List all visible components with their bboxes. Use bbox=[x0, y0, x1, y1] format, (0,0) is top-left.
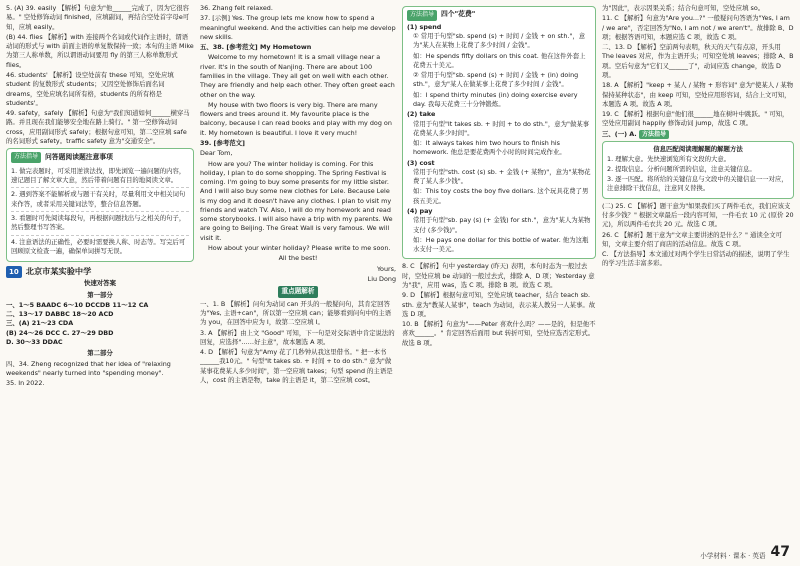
section-pay: (4) pay bbox=[407, 207, 433, 216]
section-number: 三、(一) A. bbox=[602, 129, 637, 138]
tips-box bbox=[6, 148, 194, 262]
answer-item: 46. students' 【解析】设空处前有 these 可知，空处应填 student 的复数形式 students；又因空处修饰后面名词 dreams，空处应填名词所有格，students 的所有格是 students'。 bbox=[6, 70, 174, 107]
column-3 bbox=[402, 4, 596, 562]
method-badge: 方法指导 bbox=[639, 130, 669, 139]
letter-paragraph: How about your winter holiday? Please write to me soon. bbox=[208, 244, 391, 253]
section-item: 如：He pays one dollar for this bottle of water. 他为这瓶水支付一美元。 bbox=[413, 235, 589, 254]
letter-wishes: All the best! bbox=[278, 254, 318, 263]
answer-item: 8. C 【解析】句中 yesterday (昨天) 表明，本句时态为一般过去时，空处应填 be 动词的一般过去式，排除 A、D 项；Yesterday 意为"我"，应用 was，选 C 项。排除 B 项。故选 C 项。 bbox=[402, 262, 595, 289]
method-badge: 方法指导 bbox=[11, 152, 41, 163]
method-box bbox=[602, 141, 794, 198]
answer-item: 18. A 【解析】"keep + 某人 / 某物 + 形容词" 意为"使某人 / 某物保持某种状态"，由 keep 可知，空处应用形容词，结合上文可知，本题选 A 项。故选 A 项。 bbox=[602, 81, 794, 108]
answer-item: 36. Zhang felt relaxed. bbox=[200, 4, 273, 12]
answer-line: 35. In 2022. bbox=[6, 379, 45, 388]
column-4 bbox=[602, 4, 794, 562]
box-title: 四个"花费" bbox=[441, 10, 476, 19]
page-number: 47 bbox=[770, 543, 790, 560]
part-2-heading: 第二部分 bbox=[87, 349, 113, 358]
answer-item: 为"因此"，表示因果关系；结合句意可知，空处应填 so。 bbox=[602, 4, 765, 12]
four-spend-box bbox=[402, 6, 596, 259]
essay-heading: 五、38. [参考范文] My Hometown bbox=[200, 43, 312, 52]
method-step: 3. 逐一匹配。将所给的关键信息与文段中的关键信息一一对应，注意排除干扰信息，注意同义替换。 bbox=[607, 175, 788, 193]
section-heading bbox=[602, 130, 794, 140]
answer-line: 二、13～17 DABBC 18～20 ACD bbox=[6, 310, 114, 319]
page-footer bbox=[700, 542, 790, 562]
answer-item: 二、13. D 【解析】空前两句表明，秋天的天气有点凉，开头用 The leaves 对应，作为主语开头；可知空处填 leaves；排除 A、B 项。空后句意为"它们又______了"，动词应选 change，故选 D 项。 bbox=[602, 43, 794, 79]
letter-salutation: Dear Tom, bbox=[200, 149, 233, 158]
tip-item: 1. 做完表题时，可采用逆读法找，即先浏览一遍问题的内容，速记题目了解文章大意，然后带着问题有目的地阅读文章。 bbox=[11, 165, 189, 189]
answer-line: 四、34. Zheng recognized that her idea of "relaxing weekends" nearly turned into "spending money". bbox=[6, 359, 171, 377]
school-name: 北京市某实验中学 bbox=[25, 266, 92, 277]
column-1 bbox=[6, 4, 194, 562]
essay-paragraph: Welcome to my hometown! It is a small village near a river. It's in the south of Nanjing. There are about 100 families in the village. They all get on well with each other. They are friendly and help each other. They often greet each other on the way. bbox=[200, 53, 395, 99]
answer-line: D. 30～33 DDAC bbox=[6, 337, 63, 346]
tips-title: 问答题阅读题注意事项 bbox=[45, 152, 113, 161]
tip-item: 2. 遇到答案不能解析或与题干有关时，尽量利用文中相关词句来作答，或者采用关键词法等，整合信息答题。 bbox=[11, 188, 189, 212]
quick-answer-title: 快速对答案 bbox=[84, 279, 116, 288]
section-take: (2) take bbox=[407, 110, 436, 119]
section-item: 常用于句型"It takes sb. + 时间 + to do sth."，意为"做某事花费某人多少时间"。 bbox=[413, 119, 590, 137]
school-number: 10 bbox=[6, 266, 22, 278]
section-item: 如：This toy costs the boy five dollars. 这个玩具花费了男孩五美元。 bbox=[413, 187, 589, 205]
answer-item: 10. B 【解析】句意为"——Peter 喜欢什么吗？——是的，但是他不喜欢______。" 肯定回答后面用 but 转折可知，空处应选否定形式。故选 B 项。 bbox=[402, 320, 596, 347]
section-item: ② 常用于句型"sb. spend (s) + 时间 / 金钱 + (in) doing sth."，意为"某人在做某事上花费了多少时间 / 金钱"。 bbox=[413, 71, 579, 89]
tip-item: 3. 看题时可先阅读每段句，再根据问题找出与之相关的句子，然后整理书写答案。 bbox=[11, 212, 189, 236]
section-item: 如：He spends fifty dollars on this coat. 他在这件外套上花费五十美元。 bbox=[413, 51, 586, 69]
analysis-item: 3. A 【解析】由上文 "Good" 可知，下一句是对交际语中肯定说法的回复，应选择"……好主意"，故本题选 A 项。 bbox=[200, 328, 395, 346]
method-step: 1. 理解大意。先快速浏览所有文段的大意。 bbox=[607, 154, 731, 163]
answer-item: 5. (A) 39. easily 【解析】句意为"他______完成了，因为它很容易。" 空处修饰动词 finished，应填副词，再结合空处首字母e可知，应填 easily。 bbox=[6, 4, 190, 31]
letter-paragraph: How are you? The winter holiday is coming. For this holiday, I plan to do some shopping. The Spring Festival is coming. I'm going to buy some presents for my little sister. And I will also buy some new clothes for Lele. Because Lele is my dog and it doesn't have any clothes. I plan to visit my friends and watch TV. Also, I will do my homework and read some storybooks. I will also have a trip with my parents. We are going to Beijing. The Great Wall is very famous. We will visit it. bbox=[200, 159, 393, 242]
answer-list-1 bbox=[6, 4, 194, 146]
letter-heading: 39. [参考范文] bbox=[200, 138, 245, 147]
method-step: 2. 提取信息。分析问题所需的信息，注意关键信息。 bbox=[607, 164, 756, 173]
letter-body bbox=[200, 160, 396, 254]
letter-sign-1: Yours, bbox=[376, 264, 396, 273]
answer-line: 三、(A) 21～23 CDA bbox=[6, 319, 74, 328]
section-spend: (1) spend bbox=[407, 22, 442, 31]
section-item: 如：It always takes him two hours to finish his homework. 他总是要花费两个小时的时间完成作业。 bbox=[413, 139, 566, 157]
answer-item: (二) 25. C 【解析】题干意为"如果我们买了两件毛衣，我们应该支付多少钱？" 根据文章最后一段内容可知，一件毛衣 10 元 (原价 20 元)，所以两件毛衣共 20 元。故选 C 项。 bbox=[602, 201, 794, 229]
answer-item: 37. [示例] Yes. The group lets me know how to spend a meaningful weekend. And the activities can help me develop new skills. bbox=[200, 14, 396, 41]
answer-item: C. 【方法指导】本文通过对两个学生日常活动的描述，说明了学生的学习生活丰富多彩。 bbox=[602, 250, 790, 268]
method-title: 信息匹配阅读理解题的解题方法 bbox=[653, 145, 743, 154]
answer-line: (B) 24～26 DCC C. 27～29 DBD bbox=[6, 328, 114, 337]
analysis-header bbox=[200, 286, 396, 298]
answer-item: 26. C 【解析】题干意为"文章主要讲述的是什么？" 通读全文可知，文章主要介绍了商店的活动信息。故选 C 项。 bbox=[602, 230, 782, 248]
analysis-title: 重点题解析 bbox=[278, 286, 319, 298]
answer-item: 11. C 【解析】句意为"Are you...?" 一般疑问句答语为"Yes, I am / we are"，否定回答为"No, I am not / we aren't"。故排除 B、D 项；根据答语可知，本题应选 C 项，故选 C 项。 bbox=[602, 14, 794, 41]
answer-item: 49. safety，safely 【解析】句意为"我们知道如何______横穿马路。并且现在我们能够安全地在路上骑行。" 第一空修饰动词 cross，应用副词形式 safely；根据句意可知，第二空应填 safe 的名词形式 safety。traffic safety 意为"交通安全"。 bbox=[6, 109, 190, 145]
part-1-heading: 第一部分 bbox=[87, 290, 113, 299]
letter-sign-2: Liu Dong bbox=[367, 274, 396, 283]
answer-item: 9. D 【解析】根据句意可知，空处应填 teacher，结合 teach sb. sth. 意为"教某人某事"，teach 为动词，表示某人教另一人某事。故选 D 项。 bbox=[402, 291, 596, 318]
section-item: 常用于句型"sth. cost (s) sb. + 金钱 (+ 某物)"，意为"某物花费了某人多少钱"。 bbox=[413, 167, 591, 186]
answer-item: (B) 44. flies 【解析】with 连接两个名词或代词作主语时，谓语动词的形式与 with 前面主语的单复数保持一致；本句的主语 Mike 为第三人称单数，所以谓语动词要用 fly 的第三人称单数形式 flies。 bbox=[6, 32, 194, 69]
method-badge: 方法指导 bbox=[407, 10, 437, 21]
analysis-item: 一、1. B 【解析】问句为动词 can 开头的一般疑问句，其肯定回答为"Yes, 主语+can"，所以第一空应填 can；能够看到问句中的主语为 you，在回答中应为 I，故第二空应填 I。 bbox=[200, 299, 392, 327]
tip-item: 4. 注意语法的正确性，必要时需要换人称、时态等。写完后可回顾原文检查一遍，确保单词拼写无误。 bbox=[11, 237, 186, 255]
section-item: 如：I spend thirty minutes (in) doing exercise every day. 我每天花费三十分钟锻炼。 bbox=[413, 90, 578, 108]
section-item: ① 常用于句型"sb. spend (s) + 时间 / 金钱 + on sth."，意为"某人在某物上花费了多少时间 / 金钱"。 bbox=[413, 31, 586, 50]
answer-item: 19. C 【解析】根据句意"他们很______地在树叶中跳跃。" 可知，空处应用副词 happily 修饰动词 jump，故选 C 项。 bbox=[602, 110, 789, 128]
answer-line: 一、1～5 BAADC 6～10 DCCDB 11～12 CA bbox=[6, 300, 149, 309]
school-header bbox=[6, 266, 194, 278]
book-title: 小学材料 · 课本 · 英语 bbox=[700, 552, 766, 561]
section-item: 常用于句型"sb. pay (s) (+ 金钱) for sth."，意为"某人为某物支付 (多少钱)"。 bbox=[413, 216, 591, 234]
column-2 bbox=[200, 4, 396, 562]
section-cost: (3) cost bbox=[407, 158, 435, 167]
essay-body bbox=[200, 53, 396, 138]
essay-paragraph: My house with two floors is very big. There are many flowers and trees around it. My favourite place is the balcony, because I can read books and play with my dog on it. My hometown is beautiful. I love it very much! bbox=[200, 100, 392, 137]
analysis-item: 4. D 【解析】句意为"Amy 花了几秒钟从我这里借书。" 把一本书______我10元。" 句型"It takes sb. + 时间 + to do sth." 意为"做某事花费某人多少时间"，第一空应填 takes；句型 spend 的主语是人，cost 的主语是物，take 的主语是 it，第二空应填 cost。 bbox=[200, 348, 393, 384]
